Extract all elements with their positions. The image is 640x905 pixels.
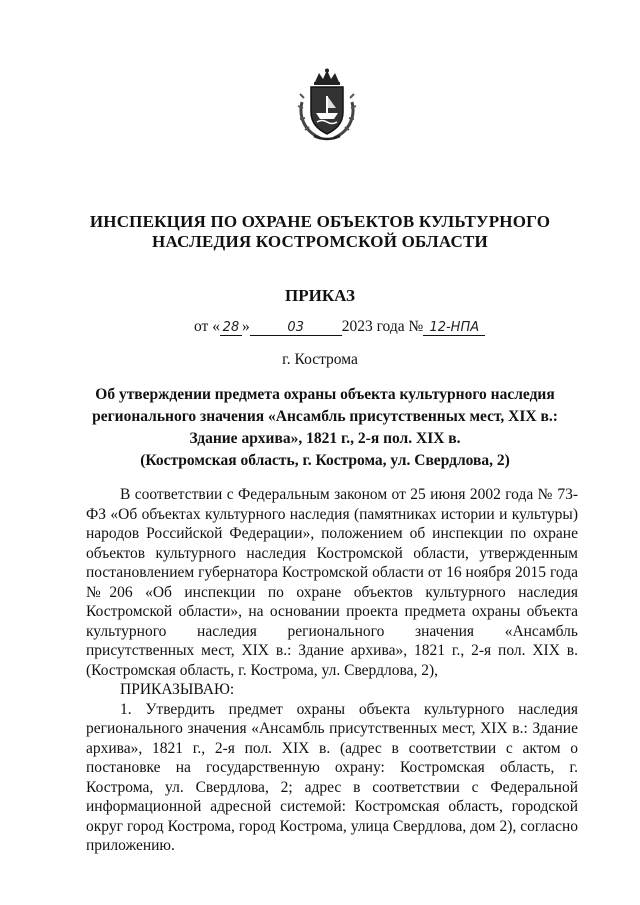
coat-of-arms-icon <box>296 68 358 142</box>
subject-line1: Об утверждении предмета охраны объекта культурного наследия <box>95 386 555 403</box>
order-body <box>86 485 578 856</box>
order-month: 03 <box>250 321 342 336</box>
subject-line3: Здание архива», 1821 г., 2-я пол. XIX в. <box>189 430 461 447</box>
order-item-1: 1. Утвердить предмет охраны объекта культурного наследия регионального значения «Ансамбль присутственных мест, XIX в.: Здание архива», 1821 г., 2-я пол. XIX в. (адрес в соответствии с актом о постановке на государственную охрану: Костромская область, г. Кострома, ул. Свердлова, 2; адрес в соответствии с Федеральной информационной адресной системой: Костромская область, городской округ город Кострома, город Кострома, улица Свердлова, дом 2), согласно приложению. <box>86 700 578 854</box>
preamble-paragraph: В соответствии с Федеральным законом от 25 июня 2002 года № 73-ФЗ «Об объектах культурного наследия (памятниках истории и культуры) народов Российской Федерации», положением об инспекции по охране объектов культурного наследия Костромской области, утвержденным постановлением губернатора Костромской области от 16 ноября 2015 года №206 «Об инспекции по охране объектов культурного наследия Костромской области», на основании проекта предмета охраны объекта культурного наследия регионального значения «Ансамбль присутственных мест, XIX в.: Здание архива», 1821 г., 2-я пол. XIX в. (Костромская область, г. Кострома, ул. Свердлова, 2), <box>86 486 578 679</box>
date-day-close: » <box>241 318 250 335</box>
order-day: 28 <box>220 321 242 336</box>
decree-word: ПРИКАЗЫВАЮ: <box>120 681 235 698</box>
order-subject <box>86 384 564 472</box>
agency-name <box>60 212 580 252</box>
subject-line4: (Костромская область, г. Кострома, ул. Свердлова, 2) <box>140 452 510 469</box>
date-prefix: от « <box>194 318 220 335</box>
agency-name-line2: НАСЛЕДИЯ КОСТРОМСКОЙ ОБЛАСТИ <box>152 232 488 251</box>
order-title: ПРИКАЗ <box>285 286 355 305</box>
order-date-number <box>194 318 494 336</box>
order-city: г. Кострома <box>282 351 358 368</box>
date-year: 2023 года № <box>341 318 424 335</box>
subject-line2: регионального значения «Ансамбль присутственных мест, XIX в.: <box>92 408 558 425</box>
order-number: 12-НПА <box>423 321 485 336</box>
agency-name-line1: ИНСПЕКЦИЯ ПО ОХРАНЕ ОБЪЕКТОВ КУЛЬТУРНОГО <box>89 212 551 231</box>
